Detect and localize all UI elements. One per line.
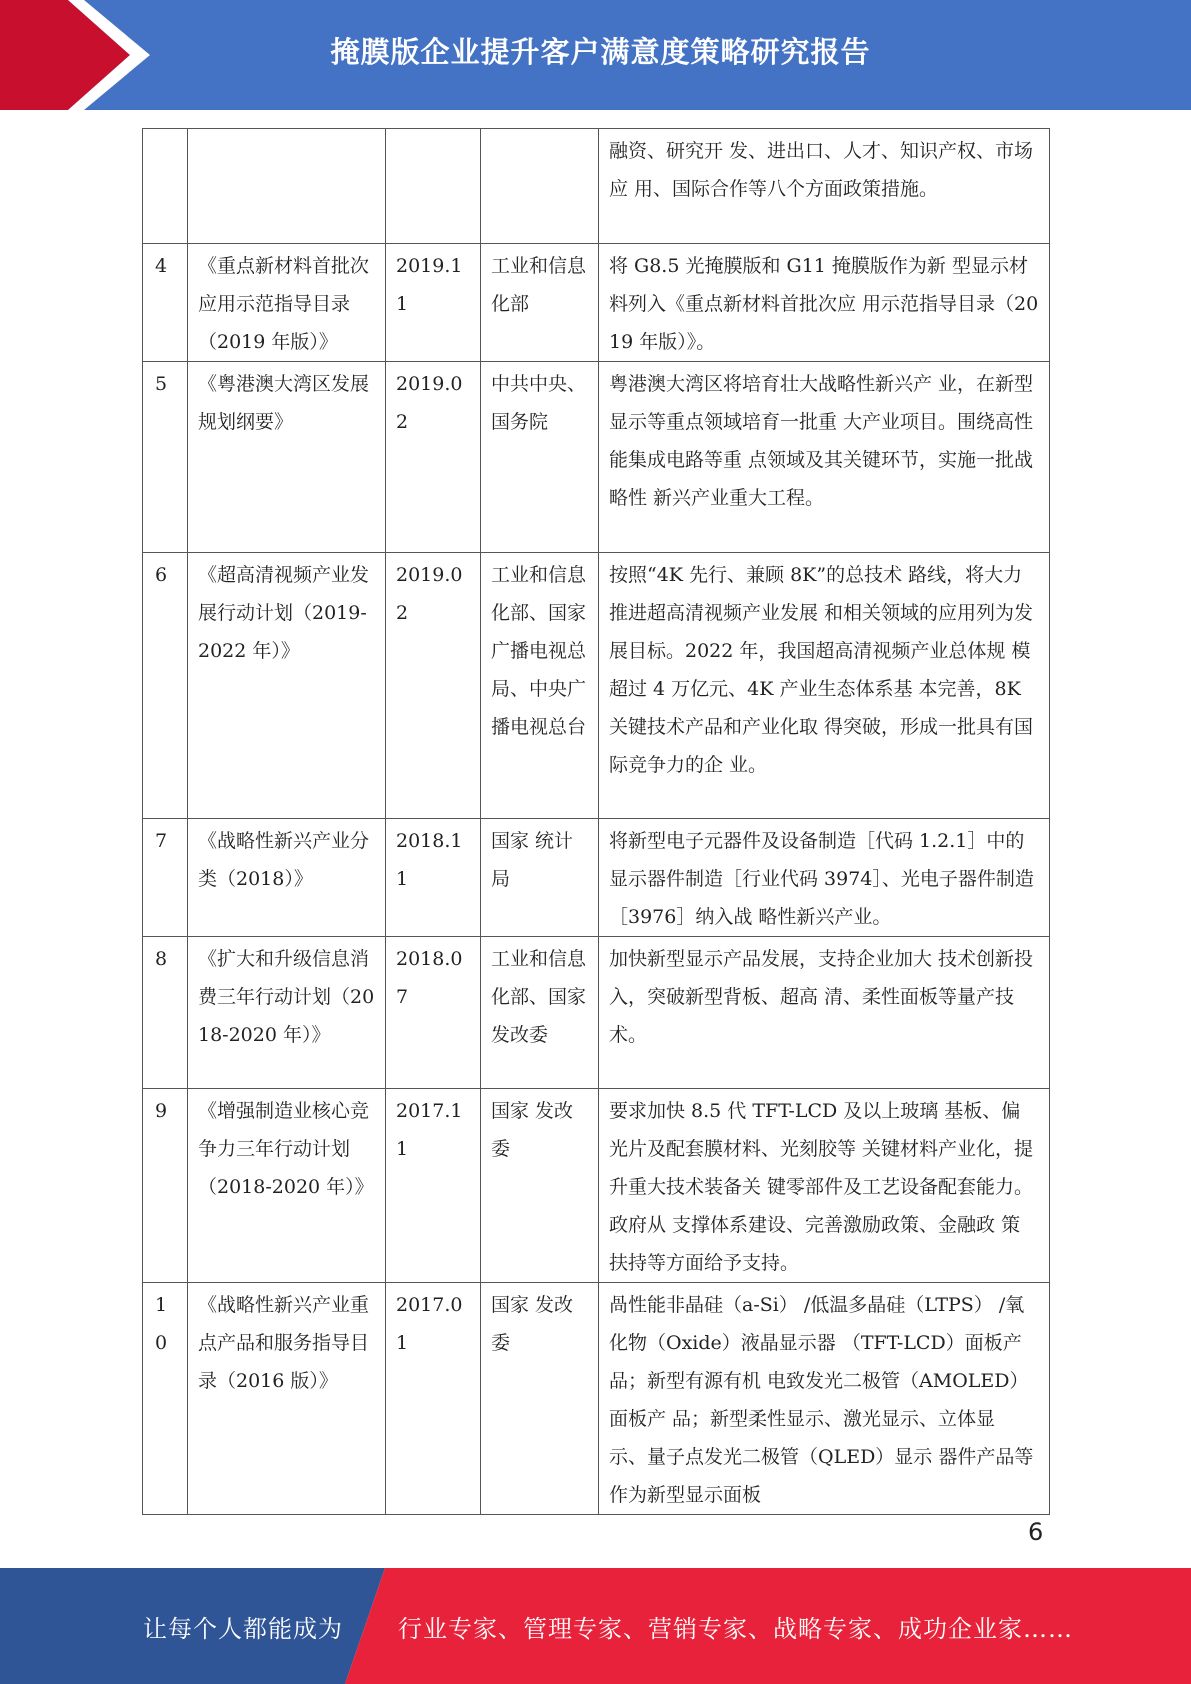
footer-slogan-left: 让每个人都能成为 <box>143 1614 343 1643</box>
cell-date <box>386 129 481 244</box>
cell-no: 10 <box>143 1283 188 1515</box>
cell-date: 2017.11 <box>386 1089 481 1283</box>
table-row <box>143 1089 1050 1283</box>
page-header <box>0 0 1191 110</box>
cell-dept: 工业和信息化部 <box>481 244 599 362</box>
cell-content: 粤港澳大湾区将培育壮大战略性新兴产 业，在新型显示等重点领域培育一批重 大产业项目。围绕高性能集成电路等重 点领域及其关键环节，实施一批战略性 新兴产业重大工程。 <box>599 362 1050 553</box>
cell-no <box>143 129 188 244</box>
cell-no: 7 <box>143 819 188 937</box>
cell-dept: 国家 发改委 <box>481 1283 599 1515</box>
table-row <box>143 1283 1050 1515</box>
cell-name: 《增强制造业核心竞争力三年行动计划（2018-2020 年）》 <box>188 1089 386 1283</box>
cell-dept <box>481 129 599 244</box>
cell-date: 2017.01 <box>386 1283 481 1515</box>
cell-date: 2018.11 <box>386 819 481 937</box>
policy-table <box>142 128 1050 1515</box>
table-row <box>143 937 1050 1089</box>
cell-dept: 国家 发改委 <box>481 1089 599 1283</box>
cell-date: 2018.07 <box>386 937 481 1089</box>
cell-content: 将 G8.5 光掩膜版和 G11 掩膜版作为新 型显示材料列入《重点新材料首批次应 用示范指导目录（2019 年版）》。 <box>599 244 1050 362</box>
cell-no: 6 <box>143 553 188 819</box>
cell-content: 将新型电子元器件及设备制造［代码 1.2.1］中的显示器件制造［行业代码 3974］、光电子器件制造［3976］纳入战 略性新兴产业。 <box>599 819 1050 937</box>
cell-content: 加快新型显示产品发展，支持企业加大 技术创新投入，突破新型背板、超高 清、柔性面板等量产技术。 <box>599 937 1050 1089</box>
cell-dept: 工业和信息化部、国家广播电视总局、中央广播电视总台 <box>481 553 599 819</box>
cell-name <box>188 129 386 244</box>
report-title: 掩膜版企业提升客户满意度策略研究报告 <box>330 34 871 69</box>
cell-no: 9 <box>143 1089 188 1283</box>
cell-content: 要求加快 8.5 代 TFT-LCD 及以上玻璃 基板、偏光片及配套膜材料、光刻胶等 关键材料产业化，提升重大技术装备关 键零部件及工艺设备配套能力。政府从 支撑体系建设、完善激励政策、金融政 策扶持等方面给予支持。 <box>599 1089 1050 1283</box>
cell-dept: 国家 统计局 <box>481 819 599 937</box>
table-row <box>143 362 1050 553</box>
cell-content: 融资、研究开 发、进出口、人才、知识产权、市场应 用、国际合作等八个方面政策措施。 <box>599 129 1050 244</box>
cell-name: 《超高清视频产业发展行动计划（2019-2022 年）》 <box>188 553 386 819</box>
table-row <box>143 553 1050 819</box>
page-footer <box>0 1568 1191 1684</box>
cell-content: 咼性能非晶硅（a-Si） /低温多晶硅（LTPS） /氧化物（Oxide）液晶显示器 （TFT-LCD）面板产品；新型有源有机 电致发光二极管（AMOLED）面板产 品；新型柔性显示、激光显示、立体显 示、量子点发光二极管（QLED）显示 器件产品等作为新型显示面板 <box>599 1283 1050 1515</box>
cell-no: 4 <box>143 244 188 362</box>
cell-name: 《扩大和升级信息消费三年行动计划（2018-2020 年）》 <box>188 937 386 1089</box>
cell-name: 《重点新材料首批次应用示范指导目录（2019 年版）》 <box>188 244 386 362</box>
cell-dept: 工业和信息化部、国家发改委 <box>481 937 599 1089</box>
cell-date: 2019.02 <box>386 553 481 819</box>
cell-no: 5 <box>143 362 188 553</box>
cell-date: 2019.02 <box>386 362 481 553</box>
cell-dept: 中共中央、国务院 <box>481 362 599 553</box>
cell-content: 按照“4K 先行、兼顾 8K”的总技术 路线，将大力推进超高清视频产业发展 和相关领域的应用列为发展目标。2022 年，我国超高清视频产业总体规 模超过 4 万亿元、4K 产业生态体系基 本完善，8K 关键技术产品和产业化取 得突破，形成一批具有国际竞争力的企 业。 <box>599 553 1050 819</box>
table-row <box>143 244 1050 362</box>
cell-name: 《战略性新兴产业重点产品和服务指导目录（2016 版）》 <box>188 1283 386 1515</box>
cell-no: 8 <box>143 937 188 1089</box>
header-arrow-icon <box>0 0 150 110</box>
table-row <box>143 129 1050 244</box>
footer-slogan-right: 行业专家、管理专家、营销专家、战略专家、成功企业家…… <box>398 1614 1073 1643</box>
cell-date: 2019.11 <box>386 244 481 362</box>
cell-name: 《战略性新兴产业分类（2018）》 <box>188 819 386 937</box>
table-row <box>143 819 1050 937</box>
page-number: 6 <box>1028 1518 1044 1546</box>
cell-name: 《粤港澳大湾区发展规划纲要》 <box>188 362 386 553</box>
